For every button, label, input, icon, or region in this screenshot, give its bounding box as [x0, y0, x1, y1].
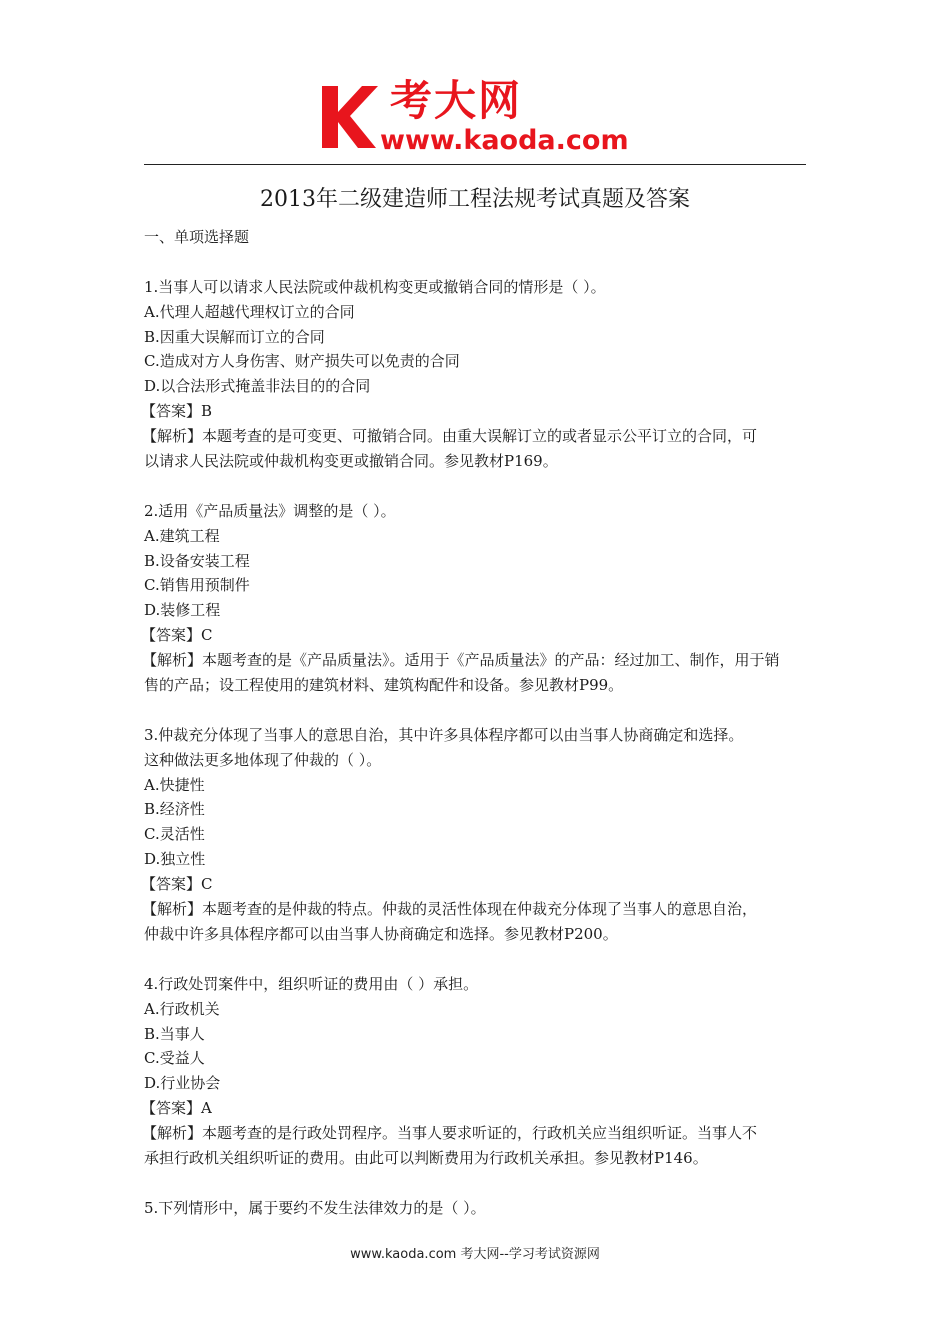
answer-option: C.造成对方人身伤害、财产损失可以免责的合同 — [144, 352, 460, 371]
answer-key: 【答案】A — [141, 1099, 212, 1118]
kaoda-logo[interactable] — [318, 78, 638, 160]
question-block — [141, 723, 809, 947]
answer-option: C.受益人 — [144, 1049, 205, 1068]
question-block — [141, 499, 809, 698]
analysis-text: 【解析】本题考查的是《产品质量法》。适用于《产品质量法》的产品：经过加工、制作，用于销 — [142, 651, 780, 670]
analysis-text: 承担行政机关组织听证的费用。由此可以判断费用为行政机关承担。参见教材P146。 — [144, 1148, 708, 1167]
answer-option: A.快捷性 — [144, 775, 205, 794]
question-block — [141, 972, 809, 1171]
question-stem: 4.行政处罚案件中，组织听证的费用由（ ）承担。 — [144, 974, 479, 993]
logo-text: 考大网 — [390, 76, 523, 125]
answer-option: A.代理人超越代理权订立的合同 — [144, 302, 355, 321]
page-title: 2013年二级建造师工程法规考试真题及答案 — [260, 187, 690, 212]
document-body — [141, 225, 809, 1221]
answer-option: A.建筑工程 — [144, 526, 220, 545]
spacer — [144, 474, 809, 499]
analysis-text: 【解析】本题考查的是行政处罚程序。当事人要求听证的，行政机关应当组织听证。当事人不 — [142, 1124, 758, 1143]
answer-option: D.装修工程 — [144, 601, 221, 620]
question-stem: 3.仲裁充分体现了当事人的意思自治，其中许多具体程序都可以由当事人协商确定和选择。 — [144, 725, 744, 744]
answer-option: B.设备安装工程 — [144, 551, 250, 570]
analysis-text: 售的产品；设工程使用的建筑材料、建筑构配件和设备。参见教材P99。 — [144, 676, 624, 695]
spacer — [144, 698, 809, 723]
analysis-text: 【解析】本题考查的是仲裁的特点。仲裁的灵活性体现在仲裁充分体现了当事人的意思自治， — [142, 900, 758, 919]
answer-option: D.行业协会 — [144, 1074, 221, 1093]
question-stem: 2.适用《产品质量法》调整的是（ ）。 — [144, 501, 396, 520]
question-block — [144, 1196, 809, 1221]
question-list — [141, 275, 809, 1221]
header-divider — [144, 164, 806, 165]
spacer — [144, 1171, 809, 1196]
answer-key: 【答案】C — [141, 626, 213, 645]
spacer — [144, 947, 809, 972]
logo-url: www.kaoda.com — [380, 125, 629, 156]
answer-option: C.销售用预制件 — [144, 576, 250, 595]
answer-option: A.行政机关 — [144, 999, 220, 1018]
page-footer: www.kaoda.com 考大网--学习考试资源网 — [350, 1247, 600, 1262]
answer-key: 【答案】C — [141, 875, 213, 894]
answer-option: B.当事人 — [144, 1024, 205, 1043]
question-stem: 1.当事人可以请求人民法院或仲裁机构变更或撤销合同的情形是（ ）。 — [144, 277, 606, 296]
answer-option: D.以合法形式掩盖非法目的的合同 — [144, 377, 371, 396]
analysis-text: 以请求人民法院或仲裁机构变更或撤销合同。参见教材P169。 — [144, 452, 558, 471]
spacer — [144, 250, 809, 275]
answer-option: C.灵活性 — [144, 825, 205, 844]
analysis-text: 【解析】本题考查的是可变更、可撤销合同。由重大误解订立的或者显示公平订立的合同，可 — [142, 427, 758, 446]
answer-option: B.经济性 — [144, 800, 205, 819]
question-stem: 5.下列情形中，属于要约不发生法律效力的是（ ）。 — [144, 1198, 486, 1217]
question-stem: 这种做法更多地体现了仲裁的（ ）。 — [144, 750, 382, 769]
answer-option: B.因重大误解而订立的合同 — [144, 327, 325, 346]
answer-key: 【答案】B — [141, 402, 213, 421]
section-heading: 一、单项选择题 — [144, 228, 250, 246]
answer-option: D.独立性 — [144, 850, 206, 869]
logo-k-icon — [318, 84, 380, 150]
question-block — [141, 275, 809, 474]
analysis-text: 仲裁中许多具体程序都可以由当事人协商确定和选择。参见教材P200。 — [144, 924, 618, 943]
